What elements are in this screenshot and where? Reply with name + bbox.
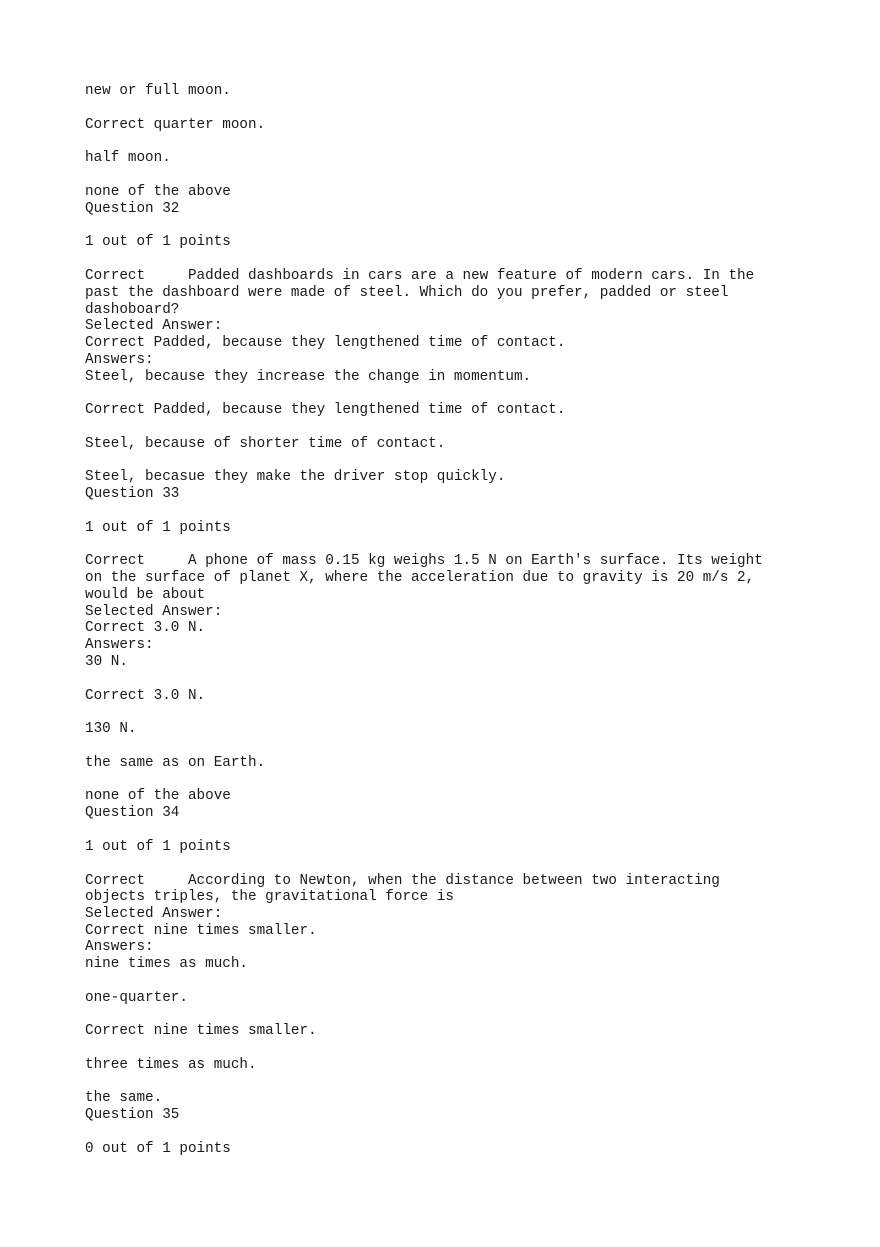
score-q35: 0 out of 1 points [85, 1141, 231, 1157]
selected-answer-q34: Correct nine times smaller. [85, 923, 317, 939]
question-text-q32-line1: Correct Padded dashboards in cars are a new feature of modern cars. In the [85, 268, 755, 284]
selected-answer-q33: Correct 3.0 N. [85, 620, 206, 636]
question-text-q32-line3: dashoboard? [85, 302, 180, 318]
answer-option-q32-4: Steel, becasue they make the driver stop quickly. [85, 469, 506, 485]
selected-answer-label-q32: Selected Answer: [85, 318, 223, 334]
selected-answer-label-q34: Selected Answer: [85, 906, 223, 922]
answers-label-q33: Answers: [85, 637, 154, 653]
answer-option-q32-1: Steel, because they increase the change in momentum. [85, 369, 532, 385]
answer-option-q34-2: one-quarter. [85, 990, 188, 1006]
answer-option-q33-1: 30 N. [85, 654, 128, 670]
answer-option-q33-2-correct: Correct 3.0 N. [85, 688, 206, 704]
question-text-q33-line3: would be about [85, 587, 206, 603]
answer-option-q34-4: three times as much. [85, 1057, 257, 1073]
answer-option-q33-4: the same as on Earth. [85, 755, 266, 771]
question-heading-33: Question 33 [85, 486, 180, 502]
score-q33: 1 out of 1 points [85, 520, 231, 536]
answer-option-q34-1: nine times as much. [85, 956, 249, 972]
answers-label-q34: Answers: [85, 939, 154, 955]
answer-option-q33-3: 130 N. [85, 721, 137, 737]
answer-option-q33-5: none of the above [85, 788, 231, 804]
answer-option-q34-3-correct: Correct nine times smaller. [85, 1023, 317, 1039]
question-heading-32: Question 32 [85, 201, 180, 217]
option-quarter-moon-correct: Correct quarter moon. [85, 117, 266, 133]
selected-answer-label-q33: Selected Answer: [85, 604, 223, 620]
question-text-q33-line1: Correct A phone of mass 0.15 kg weighs 1.5 N on Earth's surface. Its weight [85, 553, 763, 569]
question-heading-35: Question 35 [85, 1107, 180, 1123]
option-half-moon: half moon. [85, 150, 171, 166]
score-q32: 1 out of 1 points [85, 234, 231, 250]
question-text-q32-line2: past the dashboard were made of steel. Which do you prefer, padded or steel [85, 285, 729, 301]
answer-option-q34-5: the same. [85, 1090, 163, 1106]
score-q34: 1 out of 1 points [85, 839, 231, 855]
option-none-of-the-above: none of the above [85, 184, 231, 200]
question-heading-34: Question 34 [85, 805, 180, 821]
option-new-or-full-moon: new or full moon. [85, 83, 231, 99]
answers-label-q32: Answers: [85, 352, 154, 368]
selected-answer-q32: Correct Padded, because they lengthened time of contact. [85, 335, 566, 351]
answer-option-q32-2-correct: Correct Padded, because they lengthened time of contact. [85, 402, 566, 418]
question-text-q33-line2: on the surface of planet X, where the acceleration due to gravity is 20 m/s 2, [85, 570, 755, 586]
question-text-q34-line1: Correct According to Newton, when the distance between two interacting [85, 873, 720, 889]
answer-option-q32-3: Steel, because of shorter time of contact. [85, 436, 446, 452]
question-text-q34-line2: objects triples, the gravitational force is [85, 889, 454, 905]
